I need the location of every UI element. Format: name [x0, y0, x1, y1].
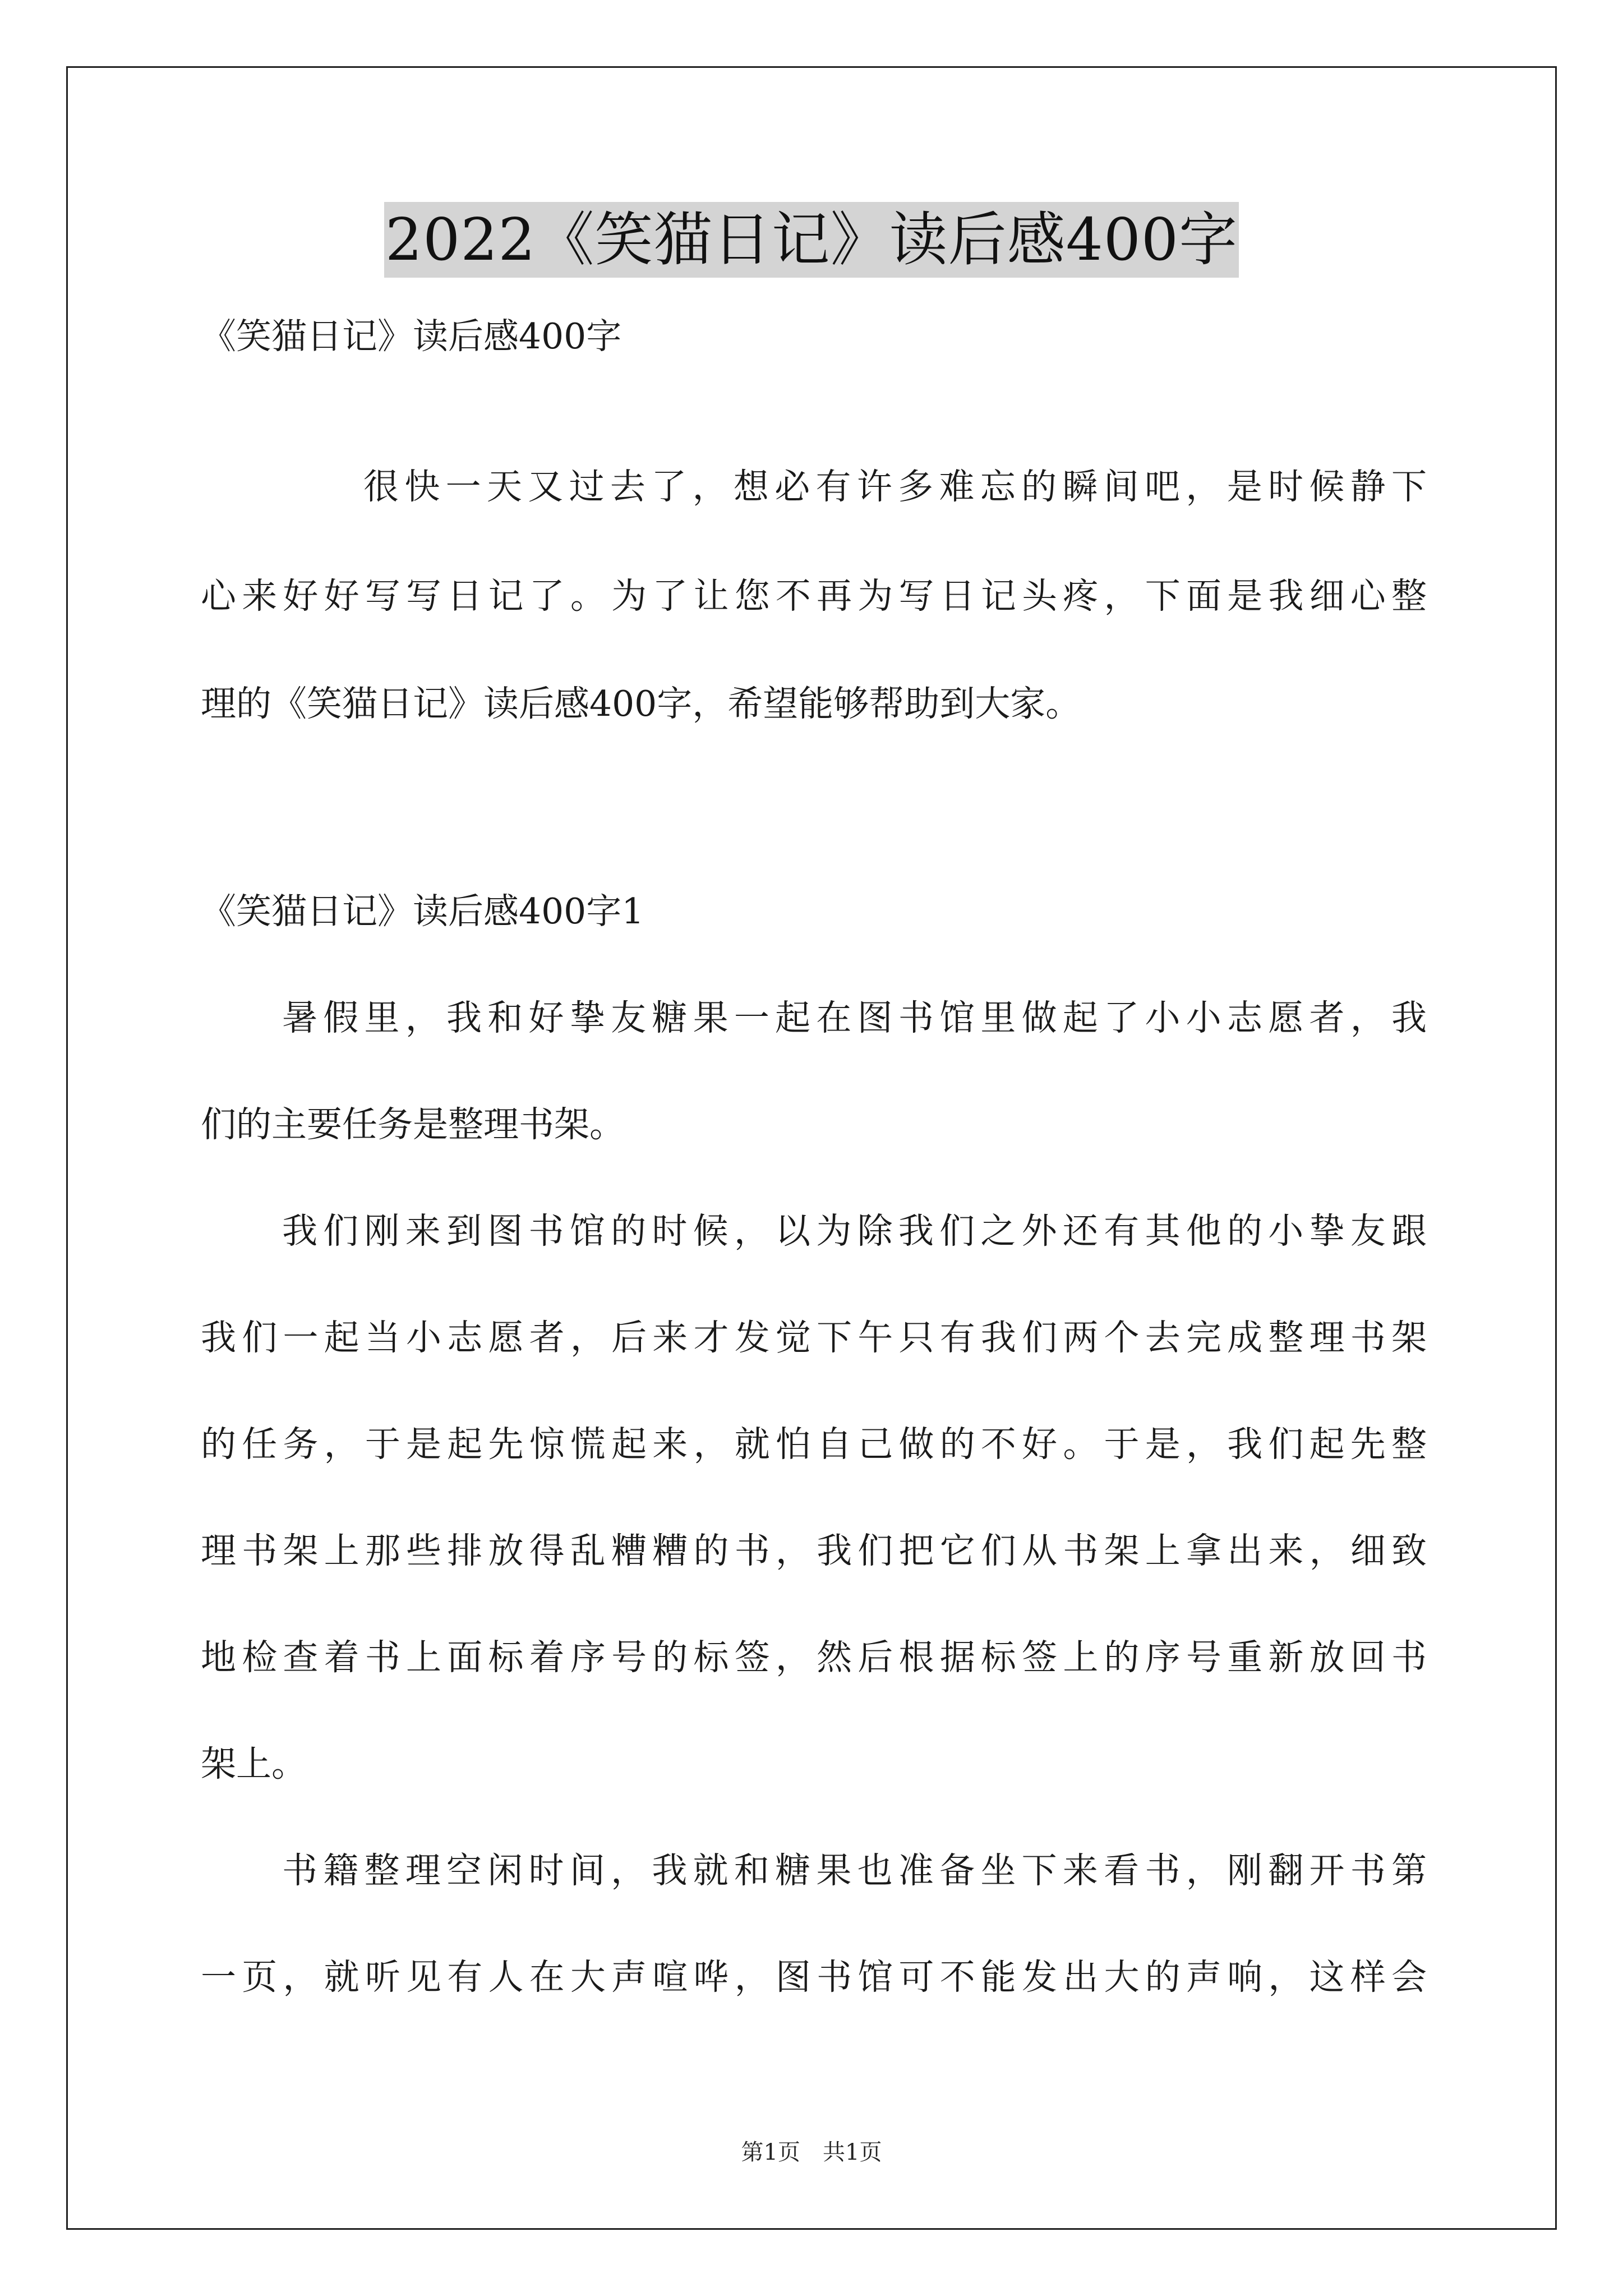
section-heading: 《笑猫日记》读后感400字1: [201, 891, 644, 932]
intro-line: 心来好好写写日记了。为了让您不再为写日记头疼，下面是我细心整: [201, 576, 1427, 616]
page-number: 第1页 共1页: [741, 2139, 882, 2165]
paragraph-line: 一页，就听见有人在大声喧哗，图书馆可不能发出大的声响，这样会: [201, 1957, 1427, 1998]
intro-line: 理的《笑猫日记》读后感400字，希望能够帮助到大家。: [201, 683, 1081, 724]
paragraph-line: 们的主要任务是整理书架。: [201, 1104, 625, 1145]
document-title: 2022《笑猫日记》读后感400字: [384, 202, 1239, 278]
paragraph-line: 暑假里，我和好挚友糖果一起在图书馆里做起了小小志愿者，我: [282, 997, 1427, 1038]
paragraph-line: 理书架上那些排放得乱糟糟的书，我们把它们从书架上拿出来，细致: [201, 1530, 1427, 1571]
paragraph-line: 我们一起当小志愿者，后来才发觉下午只有我们两个去完成整理书架: [201, 1317, 1427, 1358]
intro-line: 很快一天又过去了，想必有许多难忘的瞬间吧，是时候静下: [363, 466, 1427, 507]
paragraph-line: 架上。: [201, 1743, 307, 1784]
title-container: [0, 202, 1623, 278]
paragraph-line: 书籍整理空闲时间，我就和糖果也准备坐下来看书，刚翻开书第: [282, 1850, 1427, 1891]
paragraph-line: 地检查着书上面标着序号的标签，然后根据标签上的序号重新放回书: [201, 1637, 1427, 1678]
subtitle: 《笑猫日记》读后感400字: [201, 316, 622, 357]
paragraph-line: 我们刚来到图书馆的时候，以为除我们之外还有其他的小挚友跟: [282, 1211, 1427, 1251]
page-border: [66, 66, 1557, 2230]
paragraph-line: 的任务，于是起先惊慌起来，就怕自己做的不好。于是，我们起先整: [201, 1424, 1427, 1465]
